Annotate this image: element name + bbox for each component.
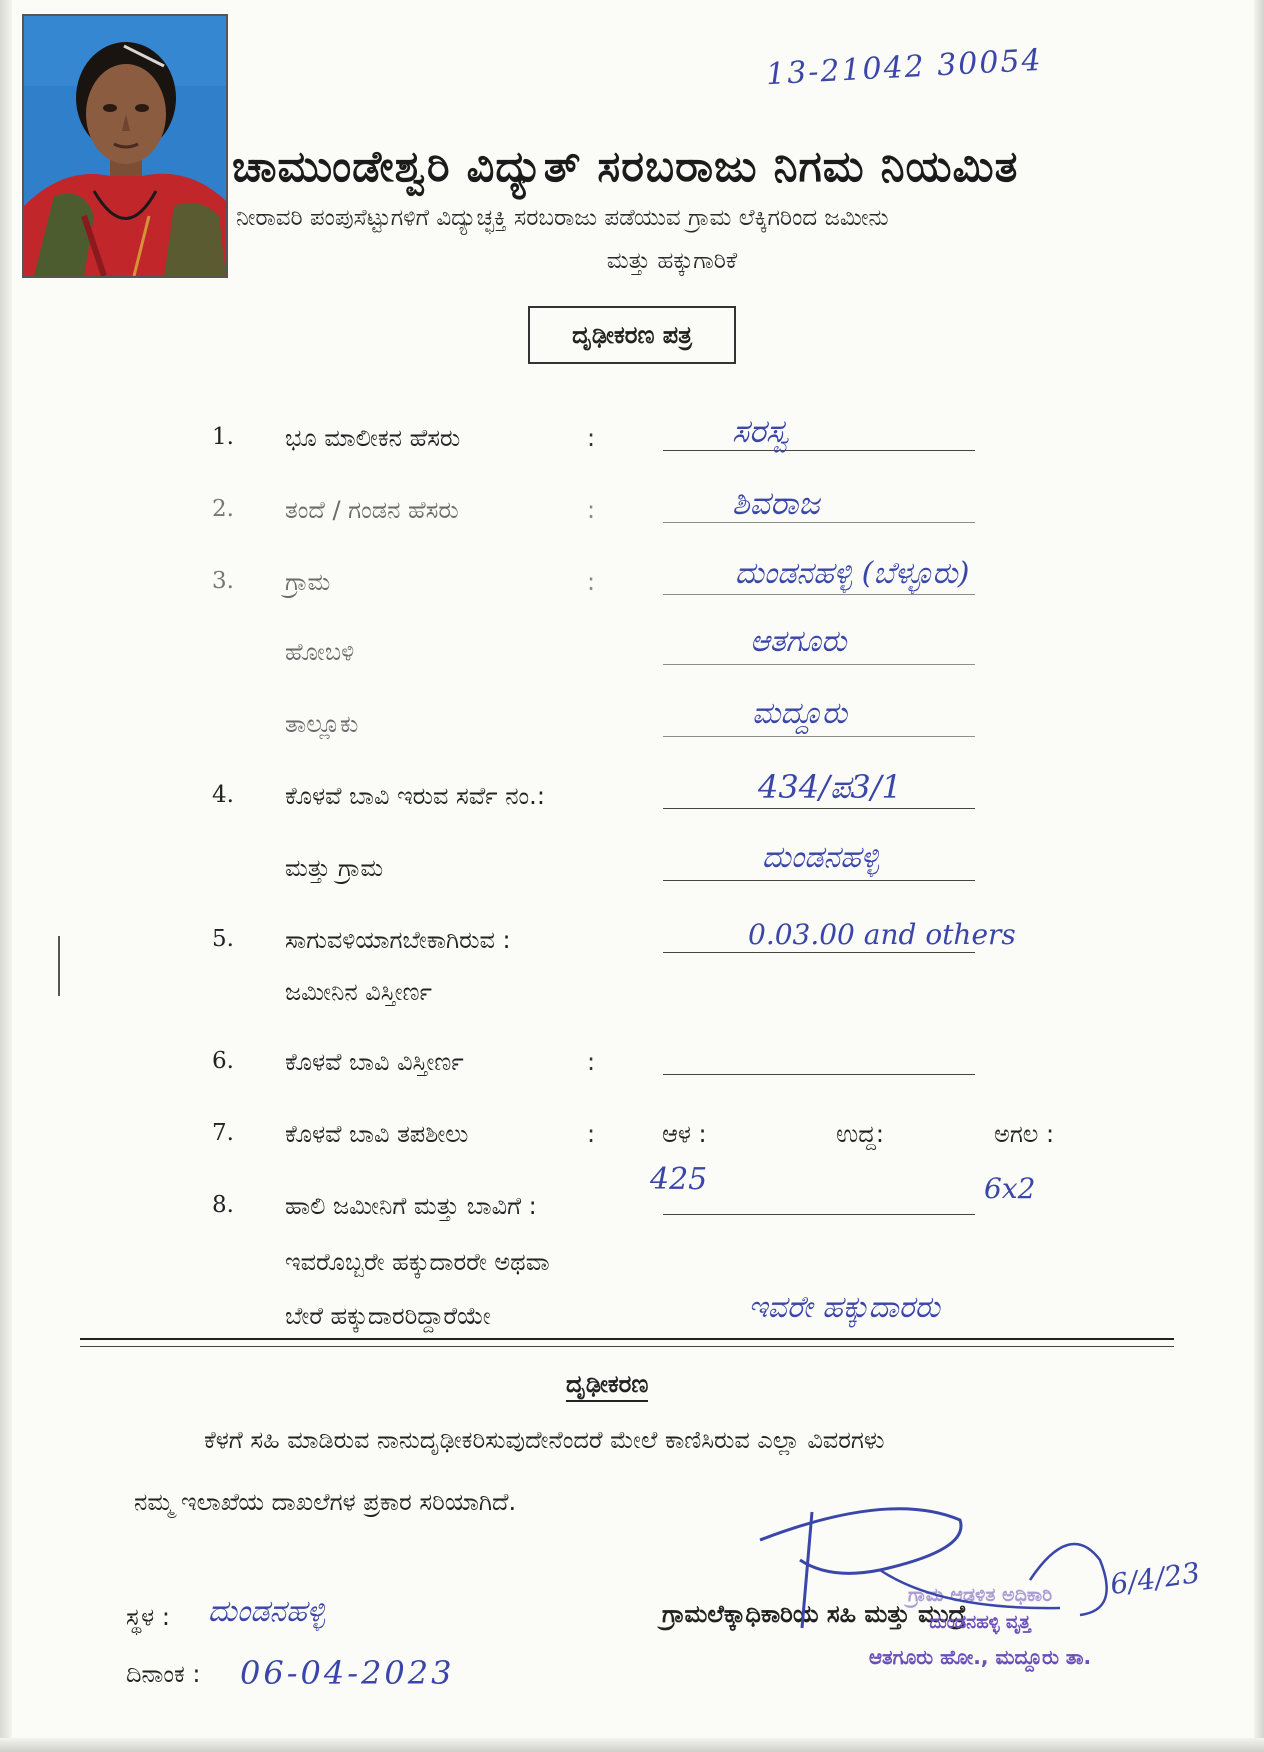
field-colon: :	[587, 568, 596, 596]
measurement-width-label: ಅಗಲ :	[994, 1120, 1055, 1148]
field-label-survey-number: ಕೊಳವೆ ಬಾವಿ ಇರುವ ಸರ್ವೆ ನಂ.:	[285, 782, 545, 810]
field-label-taluk: ತಾಲ್ಲೂಕು	[285, 710, 359, 738]
field-underline	[663, 736, 975, 737]
field-underline	[663, 594, 975, 595]
signature-date: 6/4/23	[1108, 1555, 1202, 1602]
field-underline	[663, 880, 975, 881]
row-number: 6.	[212, 1048, 234, 1074]
applicant-photo	[22, 14, 228, 278]
field-label-rights-holder: ಹಾಲಿ ಜಮೀನಿಗೆ ಮತ್ತು ಬಾವಿಗೆ :	[285, 1192, 537, 1220]
measurement-width-value: 6x2	[984, 1172, 1036, 1205]
header-subtitle-line1: ನೀರಾವರಿ ಪಂಪುಸೆಟ್ಟುಗಳಿಗೆ ವಿದ್ಯುಚ್ಛಕ್ತಿ ಸರಬರಾಜು ಪಡೆಯುವ ಗ್ರಾಮ ಲೆಕ್ಕಿಗರಿಂದ ಜಮೀನು	[236, 205, 889, 231]
row-number: 8.	[212, 1192, 234, 1218]
stamp-line-1: ಗ್ರಾಮ ಆಡಳಿತ ಅಧಿಕಾರಿ	[907, 1584, 1053, 1606]
section-divider	[80, 1338, 1174, 1347]
document-label-box	[528, 306, 736, 364]
row-number: 3.	[212, 568, 234, 594]
field-label-borewell-extent: ಕೊಳವೆ ಬಾವಿ ವಿಸ್ತೀರ್ಣ	[285, 1048, 464, 1076]
field-label-cultivation-area: ಸಾಗುವಳಿಯಾಗಬೇಕಾಗಿರುವ :	[285, 926, 511, 954]
date-label: ದಿನಾಂಕ :	[126, 1660, 201, 1688]
field-label-other-rights-holders: ಬೇರೆ ಹಕ್ಕುದಾರರಿದ್ದಾರೆಯೇ	[285, 1302, 491, 1330]
field-underline	[663, 1214, 975, 1215]
field-colon: :	[587, 1048, 596, 1076]
measurement-depth-label: ಆಳ :	[662, 1120, 707, 1148]
field-underline	[663, 952, 975, 953]
certification-text-line2: ನಮ್ಮ ಇಲಾಖೆಯ ದಾಖಲೆಗಳ ಪ್ರಕಾರ ಸರಿಯಾಗಿದೆ.	[134, 1488, 517, 1516]
certification-text-line1: ಕೆಳಗೆ ಸಹಿ ಮಾಡಿರುವ ನಾನುದೃಢೀಕರಿಸುವುದೇನೆಂದರೆ ಮೇಲೆ ಕಾಣಿಸಿರುವ ಎಲ್ಲಾ ವಿವರಗಳು	[204, 1426, 885, 1454]
field-value-taluk: ಮದ್ದೂರು	[752, 696, 848, 731]
applicant-photo-image	[24, 16, 226, 276]
document-label: ದೃಢೀಕರಣ ಪತ್ರ	[572, 321, 692, 349]
field-label-owner-name: ಭೂ ಮಾಲೀಕನ ಹೆಸರು	[285, 424, 461, 452]
field-colon: :	[587, 424, 596, 452]
row-number: 5.	[212, 926, 234, 952]
place-label: ಸ್ಥಳ :	[126, 1603, 170, 1631]
field-colon: :	[587, 496, 596, 524]
row-number: 7.	[212, 1120, 234, 1146]
reference-number: 13-21042 30054	[765, 42, 1044, 93]
field-colon: :	[587, 1120, 596, 1148]
field-label-land-extent: ಜಮೀನಿನ ವಿಸ್ತೀರ್ಣ	[285, 978, 432, 1006]
measurement-depth-value: 425	[650, 1162, 708, 1197]
measurement-length-label: ಉದ್ದ:	[836, 1120, 884, 1148]
field-value-survey-number: 434/ಪ3/1	[758, 768, 902, 806]
field-value-cultivation-area: 0.03.00 and others	[748, 918, 1016, 951]
field-underline	[663, 1074, 975, 1075]
row-number: 4.	[212, 782, 234, 808]
field-label-father-husband-name: ತಂದೆ / ಗಂಡನ ಹೆಸರು	[285, 496, 459, 524]
margin-mark	[58, 936, 60, 996]
field-underline	[663, 808, 975, 809]
row-number: 1.	[212, 424, 234, 450]
field-value-village: ದುಂಡನಹಳ್ಳಿ (ಬೆಳ್ಳೂರು)	[735, 556, 970, 591]
stamp-line-3: ಆತಗೂರು ಹೋ., ಮದ್ದೂರು ತಾ.	[868, 1645, 1092, 1669]
field-label-and-village: ಮತ್ತು ಗ್ರಾಮ	[285, 854, 384, 882]
field-underline	[663, 664, 975, 665]
stamp-line-2: ದುಂಡನಹಳ್ಳಿ ವೃತ್ತ	[929, 1612, 1031, 1633]
signature-caption: ಗ್ರಾಮಲೆಕ್ಕಾಧಿಕಾರಿಯ ಸಹಿ ಮತ್ತು ಮುದ್ರೆ	[662, 1600, 967, 1628]
header-subtitle-line2: ಮತ್ತು ಹಕ್ಕುಗಾರಿಕೆ	[606, 248, 738, 274]
field-label-hobli: ಹೋಬಳಿ	[285, 638, 355, 666]
field-value-owner-name: ಸರಸ್ವ	[732, 412, 789, 450]
field-label-village: ಗ್ರಾಮ	[285, 568, 331, 596]
field-label-sole-rights-holder: ಇವರೊಬ್ಬರೇ ಹಕ್ಕುದಾರರೇ ಅಥವಾ	[285, 1248, 550, 1276]
place-value: ದುಂಡನಹಳ್ಳಿ	[208, 1594, 326, 1629]
field-value-other-rights-holders: ಇವರೇ ಹಕ್ಕುದಾರರು	[748, 1290, 940, 1325]
field-label-borewell-details: ಕೊಳವೆ ಬಾವಿ ತಪಶೀಲು	[285, 1120, 469, 1148]
organization-title: ಚಾಮುಂಡೇಶ್ವರಿ ವಿದ್ಯುತ್ ಸರಬರಾಜು ನಿಗಮ ನಿಯಮಿತ	[232, 142, 1019, 192]
field-value-father-husband-name: ಶಿವರಾಜ	[732, 484, 820, 522]
date-value: 06-04-2023	[240, 1654, 455, 1692]
row-number: 2.	[212, 496, 234, 522]
field-value-and-village: ದುಂಡನಹಳ್ಳಿ	[762, 840, 880, 875]
paper-edge-bottom	[0, 1738, 1264, 1752]
field-underline	[663, 450, 975, 451]
field-value-hobli: ಆತಗೂರು	[750, 624, 847, 659]
certification-title: ದೃಢೀಕರಣ	[566, 1370, 648, 1402]
